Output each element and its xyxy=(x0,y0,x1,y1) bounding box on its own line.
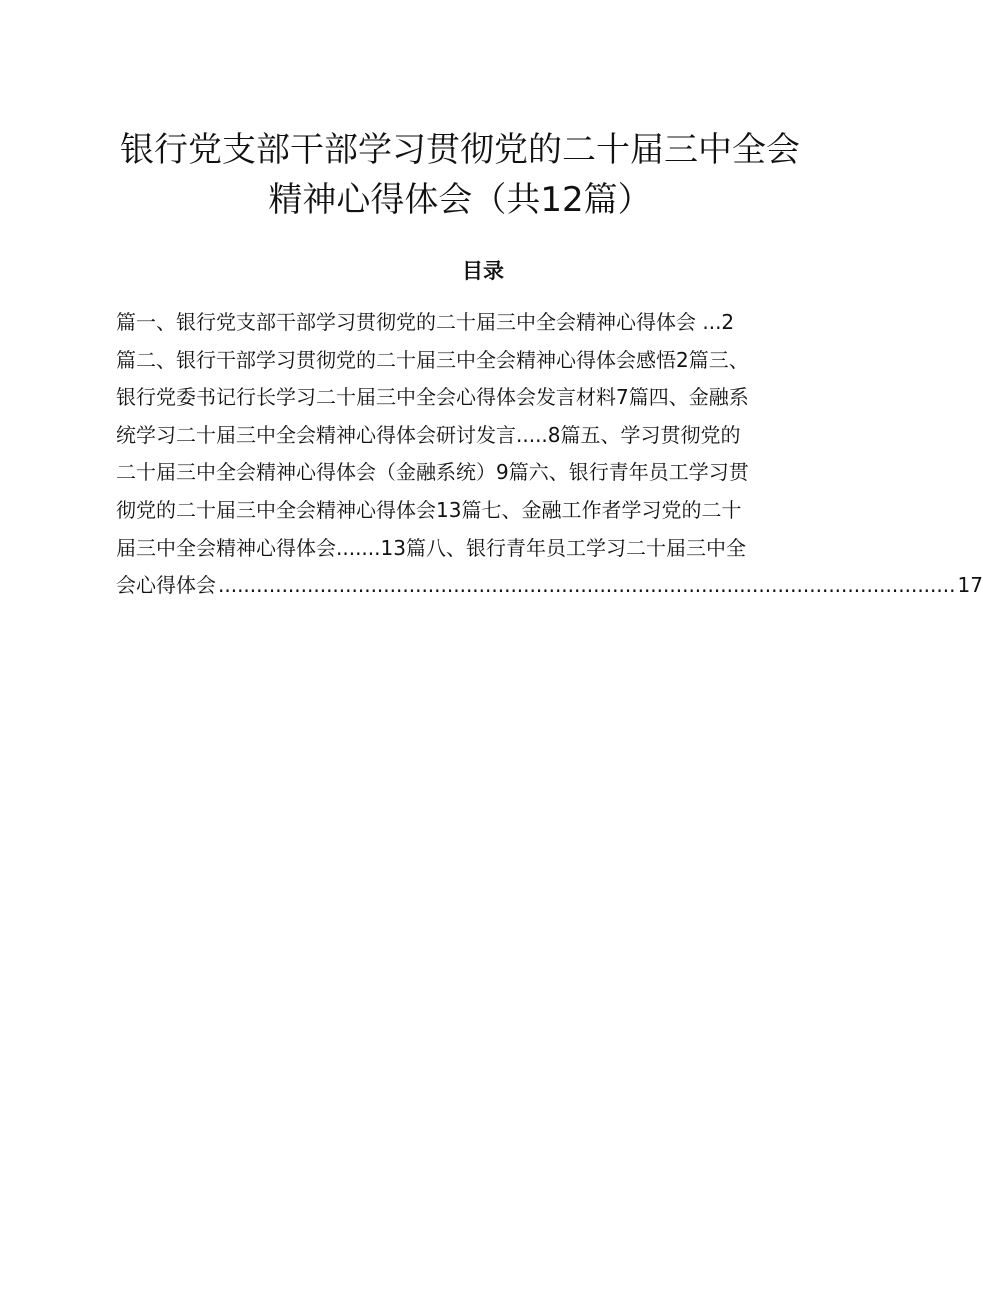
toc-page-number: 17 xyxy=(957,573,983,598)
toc-line[interactable]: 统学习二十届三中全会精神心得体会研讨发言.....8篇五、学习贯彻党的 xyxy=(116,422,741,447)
toc-heading: 目录 xyxy=(462,259,504,283)
toc-line[interactable]: 篇二、银行干部学习贯彻党的二十届三中全会精神心得体会感悟2篇三、 xyxy=(116,347,749,372)
toc-line[interactable]: 银行党委书记行长学习二十届三中全会心得体会发言材料7篇四、金融系 xyxy=(116,385,749,410)
document-title xyxy=(60,125,860,225)
toc-line[interactable]: 篇一、银行党支部干部学习贯彻党的二十届三中全会精神心得体会 ...2 xyxy=(116,310,735,334)
title-line-1: 银行党支部干部学习贯彻党的二十届三中全会 xyxy=(120,130,800,170)
toc-line[interactable]: 届三中全会精神心得体会.......13篇八、银行青年员工学习二十届三中全 xyxy=(116,535,746,560)
toc-line-last[interactable] xyxy=(116,567,983,605)
table-of-contents xyxy=(116,304,983,605)
title-line-2: 精神心得体会（共12篇） xyxy=(268,180,652,220)
toc-leader-dots: .................................................................................................................... xyxy=(218,573,956,598)
toc-entry-text: 会心得体会 xyxy=(116,573,216,598)
toc-line[interactable]: 二十届三中全会精神心得体会（金融系统）9篇六、银行青年员工学习贯 xyxy=(116,460,749,485)
toc-line[interactable]: 彻党的二十届三中全会精神心得体会13篇七、金融工作者学习党的二十 xyxy=(116,497,742,522)
